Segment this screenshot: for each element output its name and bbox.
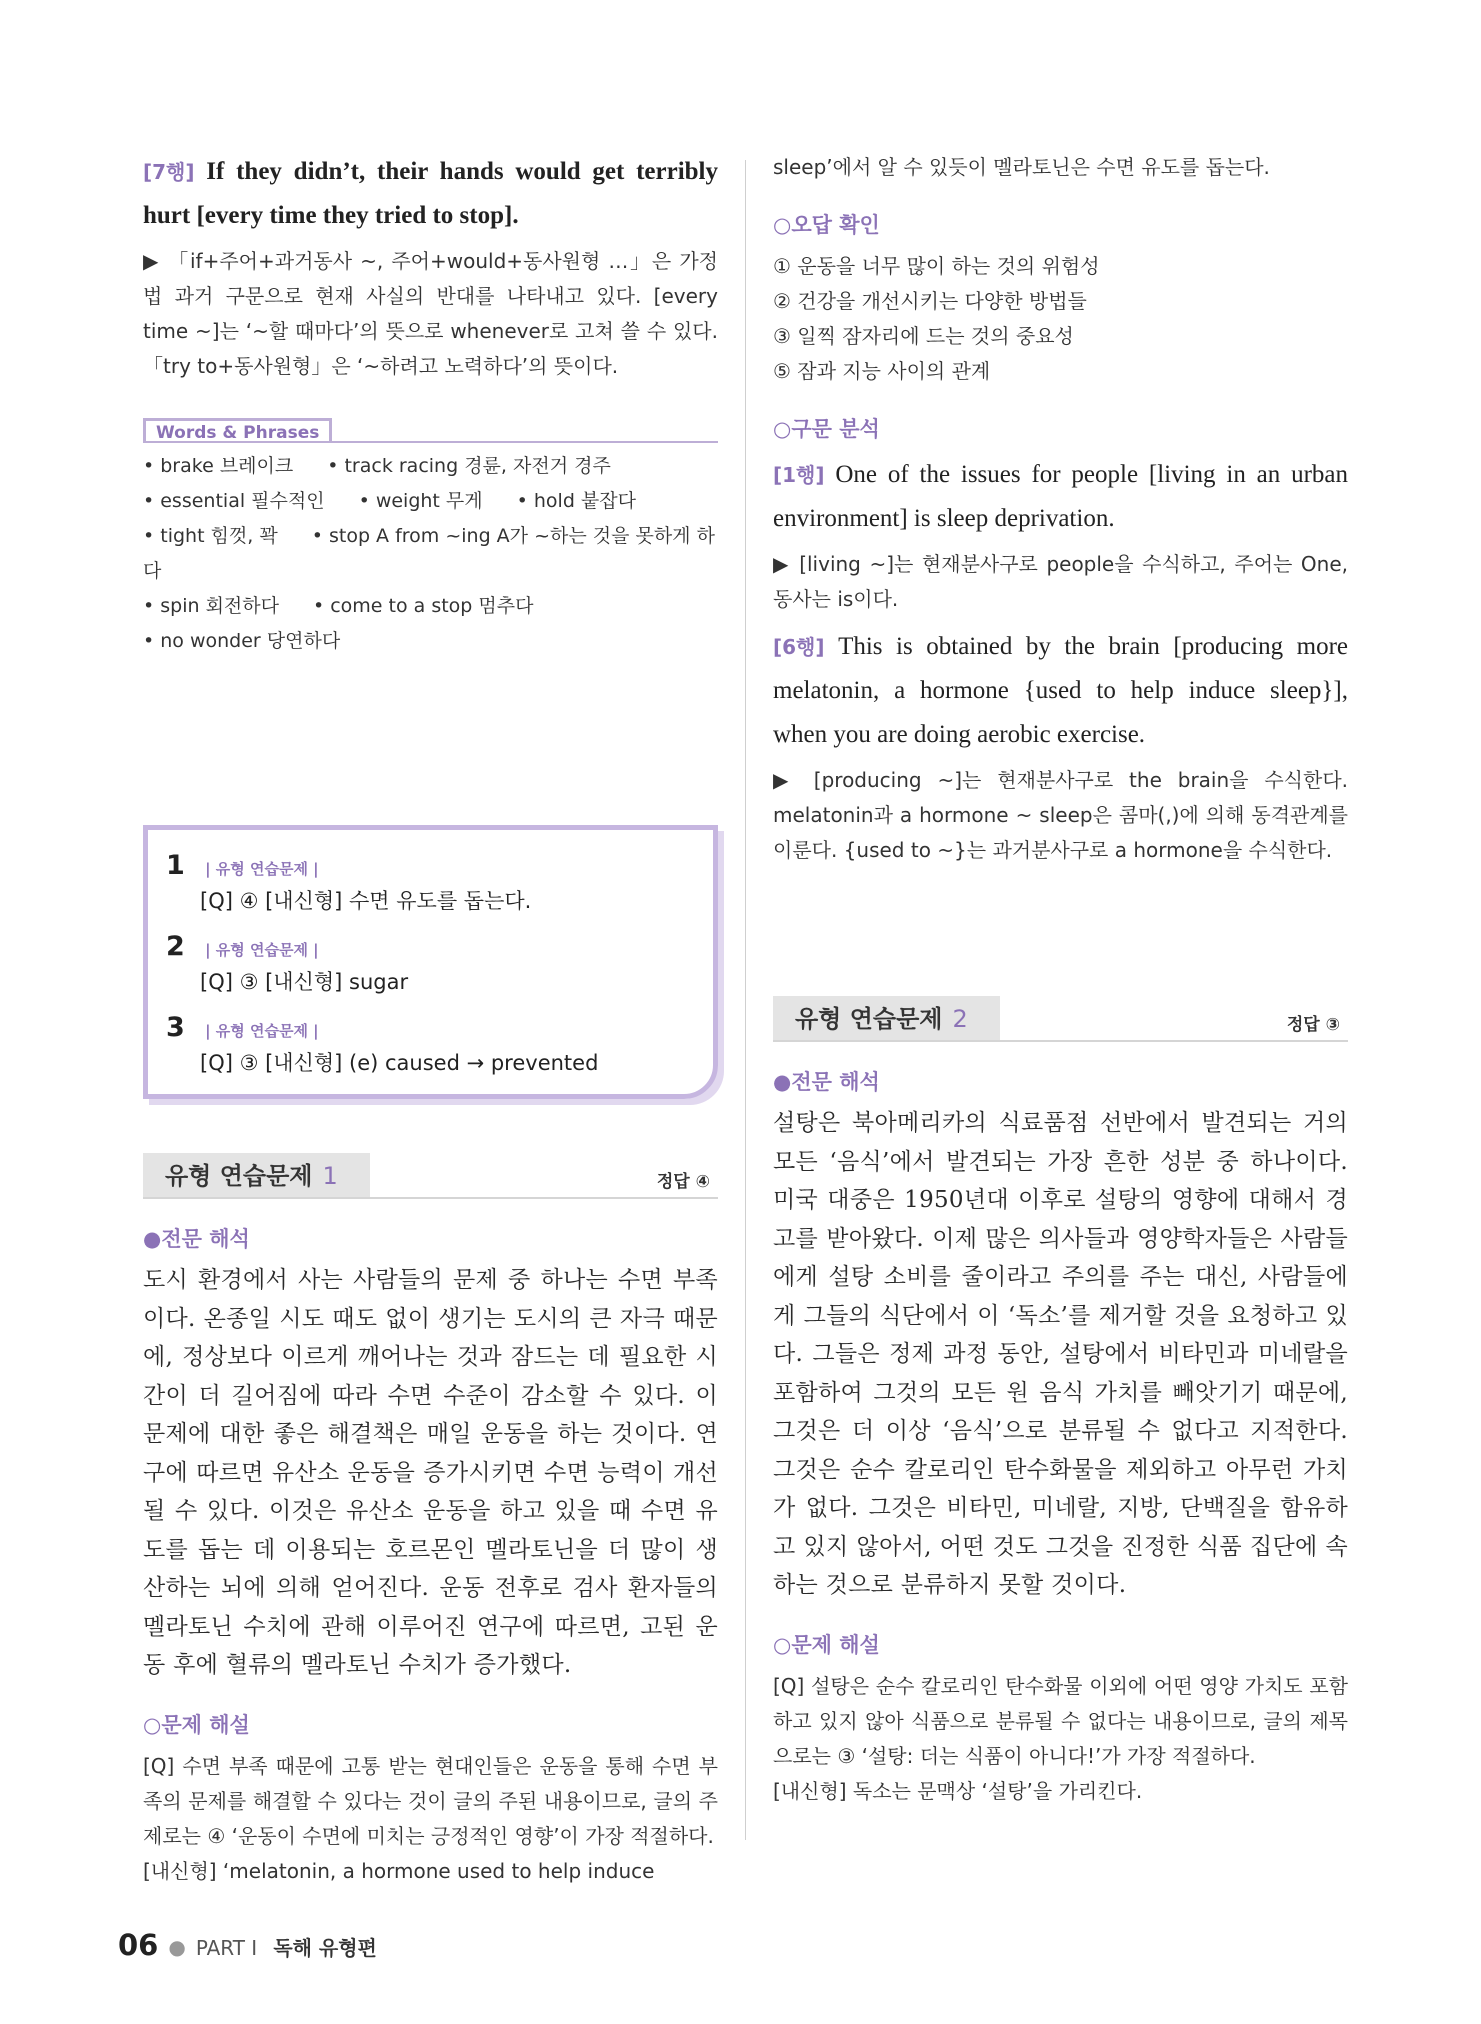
answer-number: 3 [166,1012,185,1043]
column-divider [745,160,746,1840]
solution-naesin: [내신형] ‘melatonin, a hormone used to help induce [143,1858,655,1883]
answer-label: | 유형 연습문제 | [205,1022,319,1040]
page-number: 06 [118,1928,159,1962]
answer-detail: [Q] ③ [내신형] sugar [200,970,409,994]
line1-note: ▶ [living ~]는 현재분사구로 people을 수식하고, 주어는 One, 동사는 is이다. [773,552,1348,611]
right-column [773,150,1348,1809]
answer-item [166,931,713,996]
words-row [143,449,718,484]
section-title: 유형 연습문제 [165,1162,313,1190]
section-line [773,1040,1348,1042]
continued-text: sleep’에서 알 수 있듯이 멜라토닌은 수면 유도를 돕는다. [773,155,1270,179]
answer-number: 2 [166,931,185,962]
answer-detail: [Q] ③ [내신형] (e) caused → prevented [200,1051,599,1075]
example-sentence: This is obtained by the brain [producing more melatonin, a hormone {used to help induce sleep}], when you are doing aerobic exercise. [773,633,1348,748]
page-footer [118,1928,377,1962]
wrong-answer-item: ① 운동을 너무 많이 하는 것의 위험성 [773,254,1100,278]
section-number: 2 [952,1005,968,1033]
line6-note: ▶ [producing ~]는 현재분사구로 the brain을 수식한다. melatonin과 a hormone ~ sleep은 콤마(,)에 의해 동격관계를 이룬다. {used to ~}는 과거분사구로 a hormone을 수식한다. [773,768,1348,862]
answer-item [166,1012,713,1077]
words-phrases-box [143,418,718,659]
part-label: PART Ⅰ [195,1936,258,1960]
answer-box [143,825,718,1099]
word-entry: • track racing 경륜, 자전거 경주 [327,455,611,477]
word-entry: • weight 무게 [358,490,483,512]
word-entry: • tight 힘껏, 꽉 [143,525,278,547]
line6-example [773,625,1348,757]
part-title: 독해 유형편 [273,1936,377,1960]
solution-heading: ○문제 해설 [143,1712,250,1737]
line7-note: ▶ 「if+주어+과거동사 ~, 주어+would+동사원형 …」은 가정법 과거 구문으로 현재 사실의 반대를 나타내고 있다. [every time ~]는 ‘~할 때마다’의 뜻으로 whenever로 고쳐 쓸 수 있다. 「try to+동사원형」은 ‘~하려고 노력하다’의 뜻이다. [143,249,718,378]
line-tag: [1행] [773,463,825,487]
answer-label: | 유형 연습문제 | [205,860,319,878]
answer-item [166,850,713,915]
words-row [143,624,718,659]
section-title: 유형 연습문제 [795,1005,943,1033]
section-answer: 정답 ③ [1286,1015,1340,1035]
wrong-answers-heading: ○오답 확인 [773,213,880,237]
translation-text: 설탕은 북아메리카의 식료품점 선반에서 발견되는 거의 모든 ‘음식’에서 발견되는 가장 흔한 성분 중 하나이다. 미국 대중은 1950년대 이후로 설탕의 영향에 대해서 경고를 받아왔다. 이제 많은 의사들과 영양학자들은 사람들에게 설탕 소비를 줄이라고 주의를 주는 대신, 사람들에게 그들의 식단에서 이 ‘독소’를 제거할 것을 요청하고 있다. 그들은 정제 과정 동안, 설탕에서 비타민과 미네랄을 포함하여 그것의 모든 원 음식 가치를 빼앗기기 때문에, 그것은 더 이상 ‘음식’으로 분류될 수 없다고 지적한다. 그것은 순수 칼로리인 탄수화물을 제외하고 아무런 가치가 없다. 그것은 비타민, 미네랄, 지방, 단백질을 함유하고 있지 않아서, 어떤 것도 그것을 진정한 식품 집단에 속하는 것으로 분류하지 못할 것이다. [773,1110,1348,1598]
wrong-answer-item: ② 건강을 개선시키는 다양한 방법들 [773,289,1087,313]
solution-naesin: [내신형] 독소는 문맥상 ‘설탕’을 가리킨다. [773,1778,1143,1803]
answer-number: 1 [166,850,185,881]
word-entry: • hold 붙잡다 [516,490,636,512]
words-row [143,589,718,624]
example-sentence: One of the issues for people [living in an urban environment] is sleep deprivation. [773,461,1349,532]
wrong-answer-item: ⑤ 잠과 지능 사이의 관계 [773,359,991,383]
wrong-answer-item: ③ 일찍 잠자리에 드는 것의 중요성 [773,324,1074,348]
line7-example [143,150,718,238]
word-entry: • essential 필수적인 [143,490,325,512]
words-row [143,484,718,519]
solution-q: [Q] 설탕은 순수 칼로리인 탄수화물 이외에 어떤 영양 가치도 포함하고 있지 않아 식품으로 분류될 수 없다는 내용이므로, 글의 제목으로는 ③ ‘설탕: 더는 식품이 아니다!’가 가장 적절하다. [773,1673,1348,1768]
example-sentence: If they didn’t, their hands would get terribly hurt [every time they tried to stop]. [143,158,719,229]
words-phrases-title: Words & Phrases [143,418,332,443]
solution-heading: ○문제 해설 [773,1632,880,1657]
line-tag: [6행] [773,635,825,659]
translation-heading: ●전문 해석 [143,1227,250,1251]
word-entry: • spin 회전하다 [143,595,279,617]
answer-detail: [Q] ④ [내신형] 수면 유도를 돕는다. [200,889,532,913]
translation-text: 도시 환경에서 사는 사람들의 문제 중 하나는 수면 부족이다. 온종일 시도 때도 없이 생기는 도시의 큰 자극 때문에, 정상보다 이르게 깨어나는 것과 잠드는 데 필요한 시간이 더 길어짐에 따라 수면 수준이 감소할 수 있다. 이 문제에 대한 좋은 해결책은 매일 운동을 하는 것이다. 연구에 따르면 유산소 운동을 증가시키면 수면 능력이 개선될 수 있다. 이것은 유산소 운동을 하고 있을 때 수면 유도를 돕는 데 이용되는 호르몬인 멜라토닌을 더 많이 생산하는 뇌에 의해 얻어진다. 운동 전후로 검사 환자들의 멜라토닌 수치에 관해 이루어진 연구에 따르면, 고된 운동 후에 혈류의 멜라토닌 수치가 증가했다. [143,1267,718,1678]
word-entry: • come to a stop 멈추다 [312,595,534,617]
words-list [143,449,718,659]
syntax-heading: ○구문 분석 [773,417,880,441]
word-entry: • no wonder 당연하다 [143,630,341,652]
section-header-1 [143,1153,718,1199]
section-line [143,1197,718,1199]
section-number: 1 [322,1162,338,1190]
section-tab [773,996,1000,1042]
left-column [143,150,718,1889]
words-row [143,519,718,589]
translation-heading: ●전문 해석 [773,1070,880,1094]
line1-example [773,453,1348,541]
word-entry: • stop A from ~ing A가 ~하는 것을 못하게 하다 [143,525,715,582]
section-header-2 [773,996,1348,1042]
answer-label: | 유형 연습문제 | [205,941,319,959]
section-tab [143,1153,370,1199]
word-entry: • brake 브레이크 [143,455,294,477]
bullet-icon: ● [168,1935,186,1959]
section-answer: 정답 ④ [656,1172,710,1192]
line-tag: [7행] [143,160,195,184]
solution-q: [Q] 수면 부족 때문에 고통 받는 현대인들은 운동을 통해 수면 부족의 문제를 해결할 수 있다는 것이 글의 주된 내용이므로, 글의 주제로는 ④ ‘운동이 수면에 미치는 긍정적인 영향’이 가장 적절하다. [143,1753,718,1848]
